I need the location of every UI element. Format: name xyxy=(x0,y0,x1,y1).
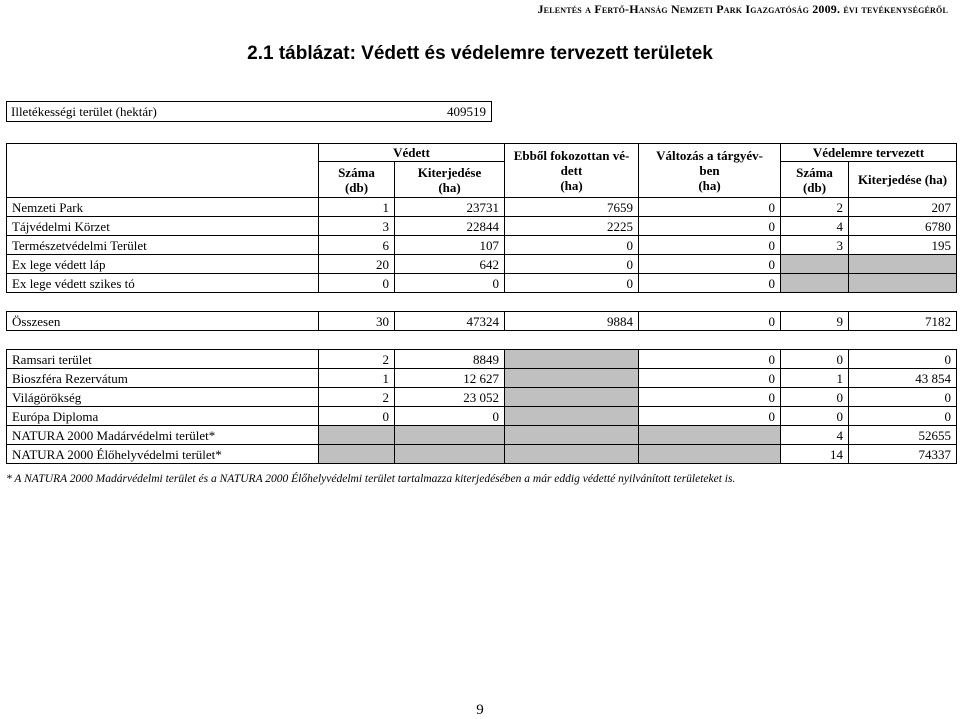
row-change: 0 xyxy=(639,369,781,388)
row-name: NATURA 2000 Madárvédelmi terület* xyxy=(7,426,319,445)
empty-gray-cell xyxy=(849,255,957,274)
row-name: NATURA 2000 Élőhelyvédelmi terület* xyxy=(7,445,319,464)
table-row xyxy=(7,445,957,464)
header-row-1 xyxy=(7,144,957,162)
row-name: Ramsari terület xyxy=(7,350,319,369)
row-strict: 0 xyxy=(505,274,639,293)
row-strict: 9884 xyxy=(505,312,639,331)
row-count: 20 xyxy=(319,255,395,274)
row-strict: 7659 xyxy=(505,198,639,217)
table-row xyxy=(7,426,957,445)
empty-gray-cell xyxy=(505,350,639,369)
row-planned-count: 0 xyxy=(781,388,849,407)
row-extent: 8849 xyxy=(395,350,505,369)
row-planned-extent: 52655 xyxy=(849,426,957,445)
row-planned-count: 4 xyxy=(781,217,849,236)
header-count xyxy=(319,162,395,198)
table-row xyxy=(7,350,957,369)
row-extent: 47324 xyxy=(395,312,505,331)
spacer-row xyxy=(7,331,957,350)
jurisdiction-value: 409519 xyxy=(447,104,486,119)
row-name: Tájvédelmi Körzet xyxy=(7,217,319,236)
empty-gray-cell xyxy=(639,426,781,445)
row-planned-extent: 74337 xyxy=(849,445,957,464)
row-name: Világörökség xyxy=(7,388,319,407)
row-strict: 0 xyxy=(505,255,639,274)
header-count-unit: (db) xyxy=(344,179,369,195)
row-extent: 642 xyxy=(395,255,505,274)
table-row xyxy=(7,274,957,293)
row-name: Ex lege védett szikes tó xyxy=(7,274,319,293)
empty-gray-cell xyxy=(395,426,505,445)
spacer-cell xyxy=(7,331,957,350)
header-strict xyxy=(505,144,639,198)
row-planned-count: 0 xyxy=(781,350,849,369)
row-count: 2 xyxy=(319,350,395,369)
table-row xyxy=(7,236,957,255)
row-planned-extent: 6780 xyxy=(849,217,957,236)
header-strict-line2: dett xyxy=(560,163,583,178)
jurisdiction-label: Illetékességi terület (hektár) xyxy=(11,104,157,119)
row-change: 0 xyxy=(639,388,781,407)
table-row xyxy=(7,217,957,236)
header-extent-unit: (ha) xyxy=(438,179,461,195)
row-planned-count: 2 xyxy=(781,198,849,217)
row-name: Európa Diploma xyxy=(7,407,319,426)
row-count: 6 xyxy=(319,236,395,255)
empty-gray-cell xyxy=(505,426,639,445)
row-name: Ex lege védett láp xyxy=(7,255,319,274)
row-extent: 22844 xyxy=(395,217,505,236)
row-planned-count: 14 xyxy=(781,445,849,464)
empty-gray-cell xyxy=(319,445,395,464)
row-planned-count: 0 xyxy=(781,407,849,426)
page-number: 9 xyxy=(476,702,484,718)
footnote: * A NATURA 2000 Madárvédelmi terület és a NATURA 2000 Élőhelyvédelmi terület tartalmazza kiterjedésében a már eddig védetté nyilvánított területeket is. xyxy=(6,473,736,485)
empty-gray-cell xyxy=(639,445,781,464)
empty-gray-cell xyxy=(505,388,639,407)
header-extent-label: Kiterjedése xyxy=(417,164,482,180)
table-row xyxy=(7,369,957,388)
empty-gray-cell xyxy=(505,407,639,426)
header-empty-cell xyxy=(7,144,319,198)
empty-gray-cell xyxy=(781,274,849,293)
row-planned-count: 1 xyxy=(781,369,849,388)
empty-gray-cell xyxy=(505,369,639,388)
row-planned-extent: 0 xyxy=(849,388,957,407)
table-row xyxy=(7,388,957,407)
row-change: 0 xyxy=(639,217,781,236)
spacer-cell xyxy=(7,293,957,312)
row-count: 3 xyxy=(319,217,395,236)
row-change: 0 xyxy=(639,198,781,217)
row-count: 0 xyxy=(319,407,395,426)
table-row xyxy=(7,255,957,274)
empty-gray-cell xyxy=(319,426,395,445)
header-strict-unit: (ha) xyxy=(560,178,583,193)
row-change: 0 xyxy=(639,255,781,274)
row-change: 0 xyxy=(639,236,781,255)
row-name: Bioszféra Rezervátum xyxy=(7,369,319,388)
header-change-unit: (ha) xyxy=(698,178,721,193)
header-extent xyxy=(395,162,505,198)
row-planned-extent: 195 xyxy=(849,236,957,255)
row-planned-extent: 43 854 xyxy=(849,369,957,388)
row-planned-extent: 207 xyxy=(849,198,957,217)
header-planned-extent: Kiterjedése (ha) xyxy=(849,162,957,198)
header-planned: Védelemre tervezett xyxy=(781,144,957,162)
protected-areas-table xyxy=(6,143,957,464)
row-planned-count: 9 xyxy=(781,312,849,331)
row-count: 0 xyxy=(319,274,395,293)
row-strict: 2225 xyxy=(505,217,639,236)
row-planned-extent: 0 xyxy=(849,407,957,426)
row-extent: 23 052 xyxy=(395,388,505,407)
header-change xyxy=(639,144,781,198)
row-planned-extent: 7182 xyxy=(849,312,957,331)
row-name: Összesen xyxy=(7,312,319,331)
running-header: Jelentés a Fertő-Hanság Nemzeti Park Igazgatóság 2009. évi tevékenységéről xyxy=(537,2,948,16)
header-protected: Védett xyxy=(319,144,505,162)
empty-gray-cell xyxy=(849,274,957,293)
row-extent: 107 xyxy=(395,236,505,255)
row-planned-count: 3 xyxy=(781,236,849,255)
empty-gray-cell xyxy=(395,445,505,464)
row-change: 0 xyxy=(639,350,781,369)
total-row xyxy=(7,312,957,331)
header-planned-count xyxy=(781,162,849,198)
spacer-row xyxy=(7,293,957,312)
table-row xyxy=(7,407,957,426)
empty-gray-cell xyxy=(781,255,849,274)
jurisdiction-box xyxy=(6,101,492,122)
row-count: 1 xyxy=(319,198,395,217)
row-change: 0 xyxy=(639,274,781,293)
row-planned-extent: 0 xyxy=(849,350,957,369)
header-count-label: Száma xyxy=(338,164,375,180)
row-planned-count: 4 xyxy=(781,426,849,445)
header-strict-line1: Ebből fokozottan vé- xyxy=(513,148,630,163)
row-count: 1 xyxy=(319,369,395,388)
row-name: Természetvédelmi Terület xyxy=(7,236,319,255)
page-title: 2.1 táblázat: Védett és védelemre tervezett területek xyxy=(247,43,713,64)
row-extent: 0 xyxy=(395,407,505,426)
row-extent: 12 627 xyxy=(395,369,505,388)
header-planned-count-label: Száma xyxy=(796,164,833,180)
row-count: 30 xyxy=(319,312,395,331)
row-name: Nemzeti Park xyxy=(7,198,319,217)
row-change: 0 xyxy=(639,407,781,426)
header-change-line2: ben xyxy=(699,163,720,178)
row-change: 0 xyxy=(639,312,781,331)
empty-gray-cell xyxy=(505,445,639,464)
header-planned-count-unit: (db) xyxy=(802,179,827,195)
row-extent: 23731 xyxy=(395,198,505,217)
row-count: 2 xyxy=(319,388,395,407)
table-row xyxy=(7,198,957,217)
row-strict: 0 xyxy=(505,236,639,255)
row-extent: 0 xyxy=(395,274,505,293)
header-change-line1: Változás a tárgyév- xyxy=(656,148,763,163)
